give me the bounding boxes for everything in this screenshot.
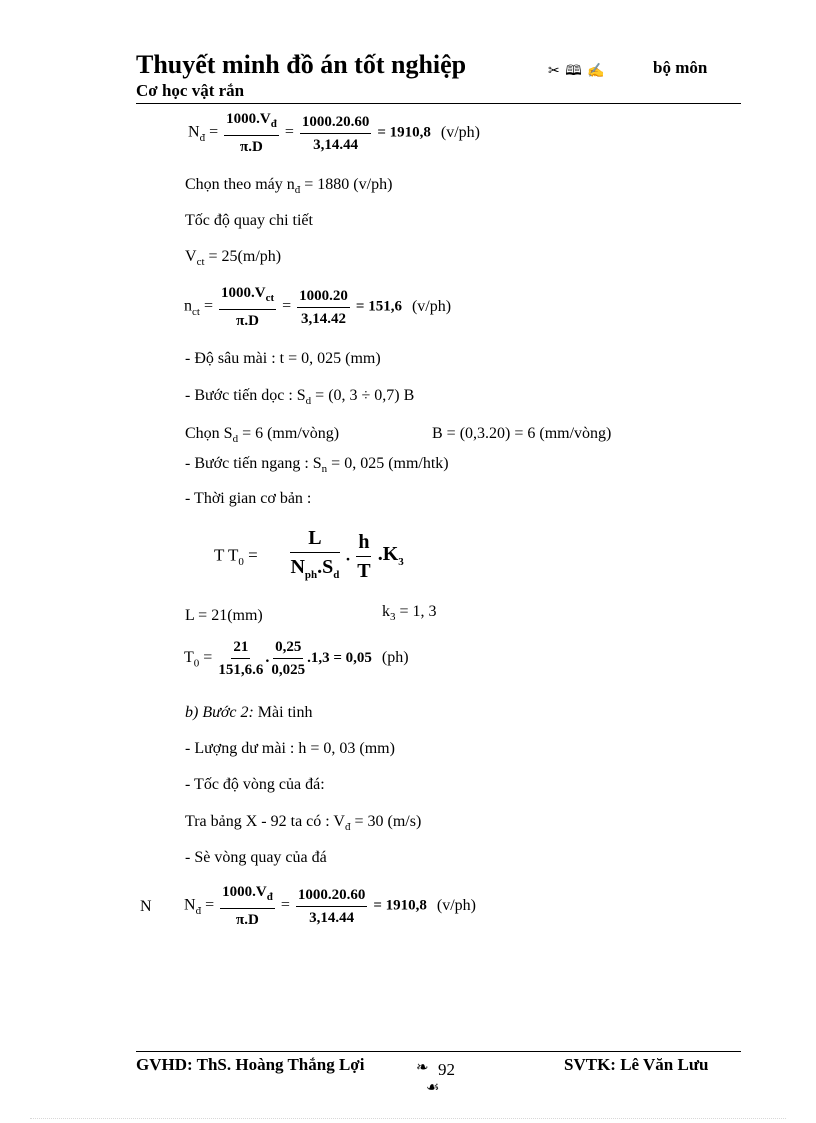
page-bottom-divider — [30, 1118, 786, 1119]
footer-supervisor: GVHD: ThS. Hoàng Thắng Lợi — [136, 1055, 365, 1074]
footer-ornament-top-icon: ❧ — [416, 1060, 429, 1076]
equation-nct: $n_{ct}$ = $\frac{1000.V_{ct}}{\pi.D}$ = $\frac{1000.20}{3,14.42}$ = 151,6 (v/ph) — [184, 285, 452, 329]
equation-nd-2: $N_đ$ = $\frac{1000.V_đ}{\pi.D}$ = $\frac{1000.20.60}{3,14.44}$ = 1910,8 (v/ph) — [184, 884, 477, 928]
equation-prefix-n: N — [140, 898, 152, 915]
text-buoc-tien-doc: - Bước tiến dọc : $S_d = (0$, 3 ÷ 0,7) B — [185, 387, 415, 408]
text-luong-du-mai: - Lượng dư mài : h = 0, 03 (mm) — [185, 740, 395, 757]
equation-t0-result: $T_0$ = $\frac{21}{151,6.6}$ . $\frac{0,25}{0,025}$ .1,3 = 0,05 (ph) — [184, 639, 409, 678]
text-tra-bang: Tra bảng X - 92 ta có : $V_đ = 30$ (m/s) — [185, 813, 422, 834]
text-k3: $k_3 = 1$, 3 — [382, 603, 437, 624]
footer-page-number: 92 — [438, 1060, 455, 1079]
document-subtitle: Cơ học vật rắn — [136, 81, 245, 100]
text-se-vong-quay: - Sè vòng quay của đá — [185, 849, 327, 866]
text-vct: $V_{ct} = 25(m/ph)$ — [185, 248, 282, 269]
footer-rule — [136, 1051, 741, 1052]
header-rule — [136, 103, 741, 104]
text-toc-do-quay: Tốc độ quay chi tiết — [185, 212, 313, 229]
document-title: Thuyết minh đồ án tốt nghiệp — [136, 50, 467, 79]
header-ornament-icon: ✂ 🕮 ✍ — [548, 64, 606, 79]
text-L: L = 21(mm) — [185, 607, 263, 624]
text-buoc-2: b) Bước 2: Mài tinh — [185, 704, 313, 721]
text-b-value: B = (0,3.20) = 6 (mm/vòng) — [432, 425, 612, 442]
text-chon-may: Chọn theo máy $n_đ = 1880$ (v/ph) — [185, 176, 393, 197]
text-chon-sd: Chọn $S_d = 6$ (mm/vòng) — [185, 425, 340, 446]
header-department: bộ môn — [653, 58, 708, 77]
text-do-sau-mai: - Độ sâu mài : t = 0, 025 (mm) — [185, 350, 381, 367]
text-toc-do-vong: - Tốc độ vòng của đá: — [185, 776, 325, 793]
footer-student: SVTK: Lê Văn Lưu — [564, 1055, 709, 1074]
text-thoi-gian-co-ban: - Thời gian cơ bản : — [185, 490, 312, 507]
footer-ornament-bottom-icon: ☙ — [426, 1080, 440, 1096]
equation-t0-formula: T $T_0$ = $\frac{L}{N_{ph}.S_d}$ . $\frac{h}{T}$ $.K_3$ — [214, 527, 404, 582]
text-buoc-tien-ngang: - Bước tiến ngang : $S_n = 0$, 025 (mm/htk) — [185, 455, 449, 476]
equation-nd-1: $N_đ$ = $\frac{1000.V_đ}{\pi.D}$ = $\frac{1000.20.60}{3,14.44}$ = 1910,8 (v/ph) — [188, 111, 481, 155]
